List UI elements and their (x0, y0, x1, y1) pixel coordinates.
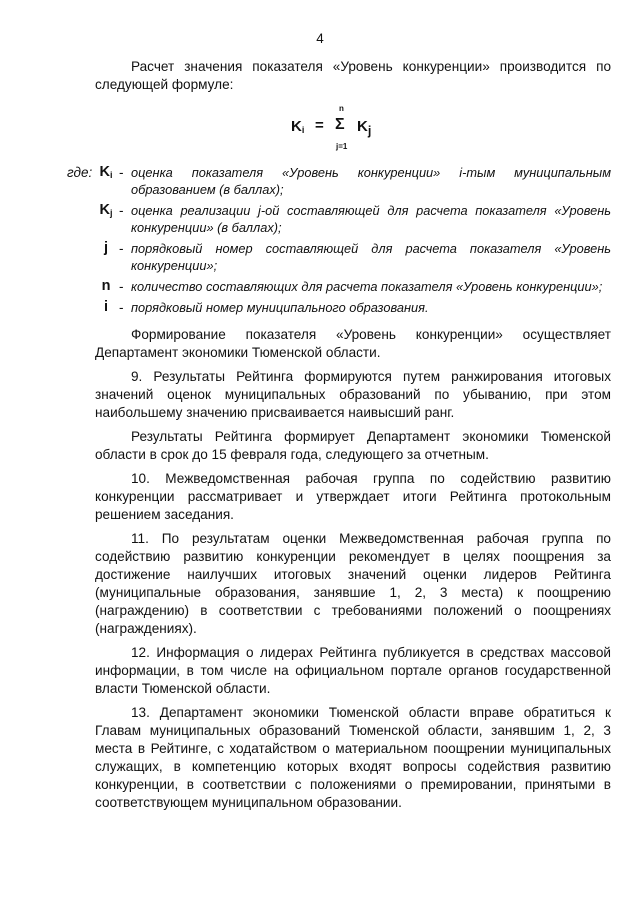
definition-symbol: $K_j$ (99, 202, 113, 218)
paragraph-9-deadline: Результаты Рейтинга формирует Департамент экономики Тюменской области в срок до 15 февраля года, следующего за отчетным. (95, 429, 611, 462)
paragraph-12: 12. Информация о лидерах Рейтинга публикуется в средствах массовой информации, в том числе на официальном портале органов государственной власти Тюменской области. (95, 645, 611, 696)
formula-lhs-symbol: K (291, 118, 302, 135)
definition-item (95, 299, 611, 316)
definition-dash: - (119, 203, 124, 218)
paragraph-13: 13. Департамент экономики Тюменской области вправе обратиться к Главам муниципальных образований Тюменской области, занявшим 1, 2, 3 места в Рейтинге, с ходатайством о материальном поощрении муниципальных служащих, в компетенцию которых входят вопросы содействия развитию конкуренции, в соответствии с положениями о премировании, принятыми в соответствующем муниципальном образовании. (95, 705, 611, 810)
formula-rhs-subscript: j (367, 124, 372, 138)
page-number: 4 (316, 31, 324, 46)
definitions-list (67, 164, 611, 316)
definition-item (67, 164, 611, 198)
definition-text: порядковый номер муниципального образования. (131, 300, 429, 315)
definition-text: количество составляющих для расчета показателя «Уровень конкуренции»; (131, 279, 603, 294)
formula-sum-lower-limit: j=1 (336, 142, 348, 151)
paragraph-11: 11. По результатам оценки Межведомственная рабочая группа по содействию развитию конкуренции рекомендует в целях поощрения за достижение наилучших итоговых значений оценки лидеров Рейтинга (муниципальные образования, занявшие 1, 2, 3 места) к поощрению (награждению) в соответствии с требованиями положений о поощрениях (награждениях). (95, 531, 611, 636)
paragraph-formation: Формирование показателя «Уровень конкуренции» осуществляет Департамент экономики Тюменской области. (95, 327, 611, 360)
definition-item (95, 202, 611, 236)
definition-dash: - (119, 279, 124, 294)
formula-lhs-subscript: i (301, 125, 305, 135)
formula (95, 100, 611, 150)
definition-dash: - (119, 165, 124, 180)
definition-text: оценка реализации j-ой составляющей для расчета показателя «Уровень конкуренции» (в баллах); (131, 203, 611, 235)
formula-equals: = (315, 117, 324, 134)
paragraph-10: 10. Межведомственная рабочая группа по содействию развитию конкуренции рассматривает и утверждает итоги Рейтинга протокольным решением заседания. (95, 471, 611, 522)
definition-item (95, 240, 611, 274)
document-body (67, 58, 611, 818)
where-label: где: (67, 165, 93, 180)
formula-lhs (291, 118, 304, 139)
definition-text: порядковый номер составляющей для расчета показателя «Уровень конкуренции»; (131, 241, 611, 273)
definition-symbol: j (103, 240, 109, 256)
definition-dash: - (119, 300, 124, 315)
paragraph-9: 9. Результаты Рейтинга формируются путем ранжирования итоговых значений оценок муниципальных образований по убыванию, при этом наибольшему значению присваивается наивысший ранг. (95, 369, 611, 420)
formula-intro: Расчет значения показателя «Уровень конкуренции» производится по следующей формуле: (95, 59, 611, 92)
formula-sum-upper-limit: n (339, 104, 344, 113)
definition-symbol: $K_i$ (99, 164, 113, 180)
definition-dash: - (119, 241, 124, 256)
formula-rhs-symbol: K (357, 118, 368, 135)
formula-rhs (357, 118, 371, 140)
definition-text: оценка показателя «Уровень конкуренции» i-тым муниципальным образованием (в баллах); (131, 165, 611, 197)
formula-sum-sign: Σ (335, 116, 345, 133)
definition-item (95, 278, 611, 295)
definition-symbol: n (101, 278, 111, 294)
definition-symbol: i (103, 299, 109, 315)
